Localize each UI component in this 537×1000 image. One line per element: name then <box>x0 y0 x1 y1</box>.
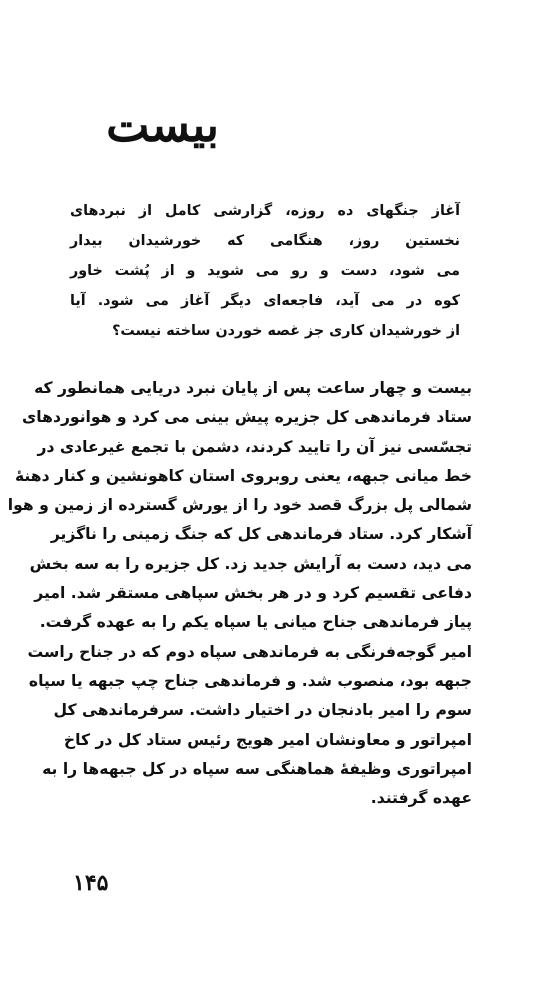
body-line: سوم را امیر بادنجان در اختیار داشت. سرفرماندهی کل <box>53 701 472 720</box>
body-line: آشکار کرد. ستاد فرماندهی کل که جنگ زمینی را ناگزیر <box>50 525 472 544</box>
summary-line: نخستین روز، هنگامی که خورشیدان بیدار <box>70 233 460 249</box>
body-line: ستاد فرماندهی کل جزیره پیش بینی می کرد و هوانوردهای <box>21 408 472 427</box>
summary-line: از خورشیدان کاری جز غصه خوردن ساخته نیست؟ <box>112 323 460 339</box>
page-number: ۱۴۵ <box>73 870 109 896</box>
body-line: امپراتور و معاونشان امیر هویج رئیس ستاد کل در کاخ <box>63 730 472 749</box>
body-text <box>7 374 472 813</box>
chapter-summary <box>70 196 460 346</box>
body-line: امیر گوجه‌فرنگی به فرماندهی سپاه دوم که در جناح راست <box>27 642 472 661</box>
body-line: دفاعی تقسیم کرد و در هر بخش سپاهی مستقر شد. امیر <box>34 584 472 603</box>
body-line: امپراتوری وظیفهٔ هماهنگی سه سپاه در کل جبهه‌ها را به <box>42 759 472 778</box>
summary-line: کوه در می آید، فاجعه‌ای دیگر آغاز می شود. آیا <box>70 293 460 309</box>
body-line: بیست و چهار ساعت پس از پایان نبرد دریایی همانطور که <box>34 379 472 397</box>
chapter-title: بیست <box>106 98 219 152</box>
summary-line: آغاز جنگهای ده روزه، گزارشی کامل از نبردهای <box>70 203 460 219</box>
body-line: تجسّسی نیز آن را تایید کردند، دشمن با تجمع غیرعادی در <box>37 437 472 456</box>
body-line: پیاز فرماندهی جناح میانی یا سپاه یکم را به عهده گرفت. <box>39 613 472 632</box>
body-line: عهده گرفتند. <box>370 789 472 808</box>
body-line: جبهه بود، منصوب شد. و فرماندهی جناح چپ جبهه یا سپاه <box>28 671 472 690</box>
body-line: می دید، دست به آرایش جدید زد. کل جزیره را به سه بخش <box>29 554 472 573</box>
body-line: خط میانی جبهه، یعنی روبروی استان کاهونشین و کنار دهنهٔ <box>14 466 472 485</box>
summary-line: می شود، دست و رو می شوید و از پُشت خاور <box>70 263 460 279</box>
body-line: شمالی پل بزرگ قصد خود را از یورش گسترده از زمین و هوا <box>7 496 472 515</box>
